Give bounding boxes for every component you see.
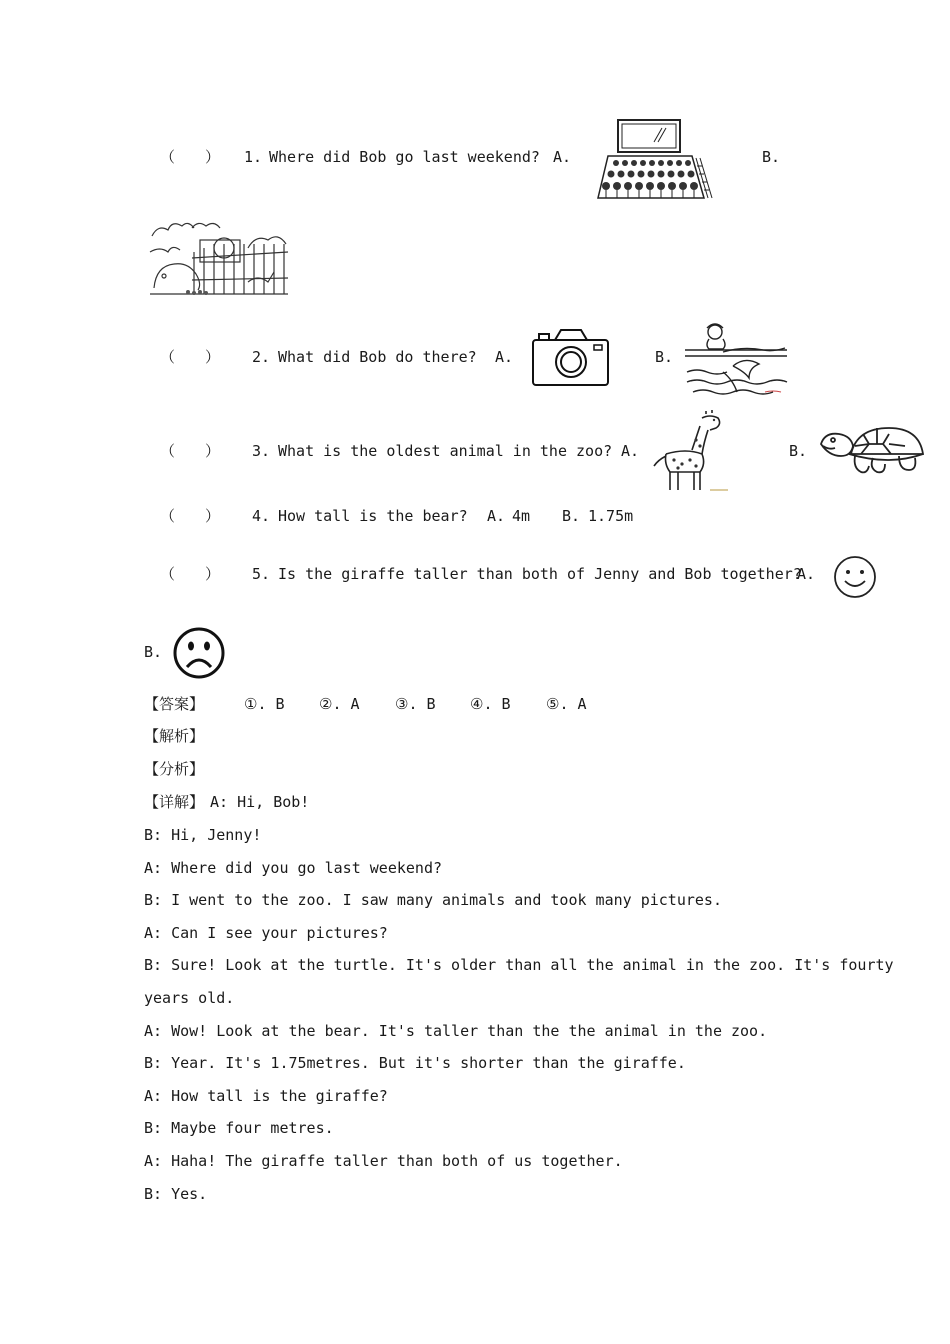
question-text: What did Bob do there? [278, 348, 477, 366]
answer-label: 【答案】 [144, 695, 205, 713]
question-text: Where did Bob go last weekend? [269, 148, 540, 166]
sad-face-icon [172, 625, 226, 681]
transcript-line: B: Hi, Jenny! [144, 826, 262, 844]
question-text: Is the giraffe taller than both of Jenny and Bob together? [278, 565, 802, 583]
answer-blank[interactable]: （ ） [160, 348, 221, 366]
option-b-value: 1.75m [588, 507, 634, 525]
giraffe-icon [650, 410, 732, 492]
answer-item: ③. B [395, 695, 436, 713]
option-b-label: B. [762, 148, 781, 166]
transcript-line: B: Year. It's 1.75metres. But it's shorter than the giraffe. [144, 1054, 686, 1072]
answer-blank[interactable]: （ ） [160, 565, 221, 583]
fenxi-label: 【分析】 [144, 760, 205, 778]
question-number: 1. [244, 148, 263, 166]
camera-icon [531, 328, 611, 388]
transcript-line: B: I went to the zoo. I saw many animals and took many pictures. [144, 891, 722, 909]
cinema-icon [596, 118, 714, 200]
transcript-line: A: Where did you go last weekend? [144, 859, 443, 877]
option-a-label: A. [553, 148, 572, 166]
option-a-label: A. [487, 507, 506, 525]
detail-label: 【详解】 [144, 793, 205, 811]
transcript-line: A: Haha! The giraffe taller than both of us together. [144, 1152, 623, 1170]
question-number: 4. [252, 507, 271, 525]
question-number: 2. [252, 348, 271, 366]
answer-item: ②. A [319, 695, 360, 713]
smiley-face-icon [833, 555, 877, 599]
analysis-label: 【解析】 [144, 727, 205, 745]
transcript-line: A: Can I see your pictures? [144, 924, 388, 942]
option-a-value: 4m [512, 507, 531, 525]
transcript-line: B: Yes. [144, 1185, 208, 1203]
question-number: 3. [252, 442, 271, 460]
zoo-icon [148, 218, 290, 298]
option-a-label: A. [797, 565, 816, 583]
turtle-icon [819, 424, 925, 482]
option-b-label: B. [144, 643, 163, 661]
dolphin-show-icon [683, 322, 789, 396]
option-a-label: A. [495, 348, 514, 366]
option-b-label: B. [655, 348, 674, 366]
option-b-label: B. [562, 507, 581, 525]
transcript-line: A: Hi, Bob! [210, 793, 310, 811]
answer-blank[interactable]: （ ） [160, 442, 221, 460]
transcript-line: A: How tall is the giraffe? [144, 1087, 388, 1105]
transcript-line: years old. [144, 989, 235, 1007]
transcript-line: B: Maybe four metres. [144, 1119, 334, 1137]
answer-blank[interactable]: （ ） [160, 507, 221, 525]
transcript-line: B: Sure! Look at the turtle. It's older than all the animal in the zoo. It's fourty [144, 956, 894, 974]
option-a-label: A. [621, 442, 640, 460]
answer-item: ①. B [244, 695, 285, 713]
question-number: 5. [252, 565, 271, 583]
question-text: How tall is the bear? [278, 507, 468, 525]
question-text: What is the oldest animal in the zoo? [278, 442, 613, 460]
answer-item: ⑤. A [546, 695, 587, 713]
option-b-label: B. [789, 442, 808, 460]
answer-item: ④. B [470, 695, 511, 713]
answer-blank[interactable]: （ ） [160, 148, 221, 166]
transcript-line: A: Wow! Look at the bear. It's taller than the the animal in the zoo. [144, 1022, 768, 1040]
